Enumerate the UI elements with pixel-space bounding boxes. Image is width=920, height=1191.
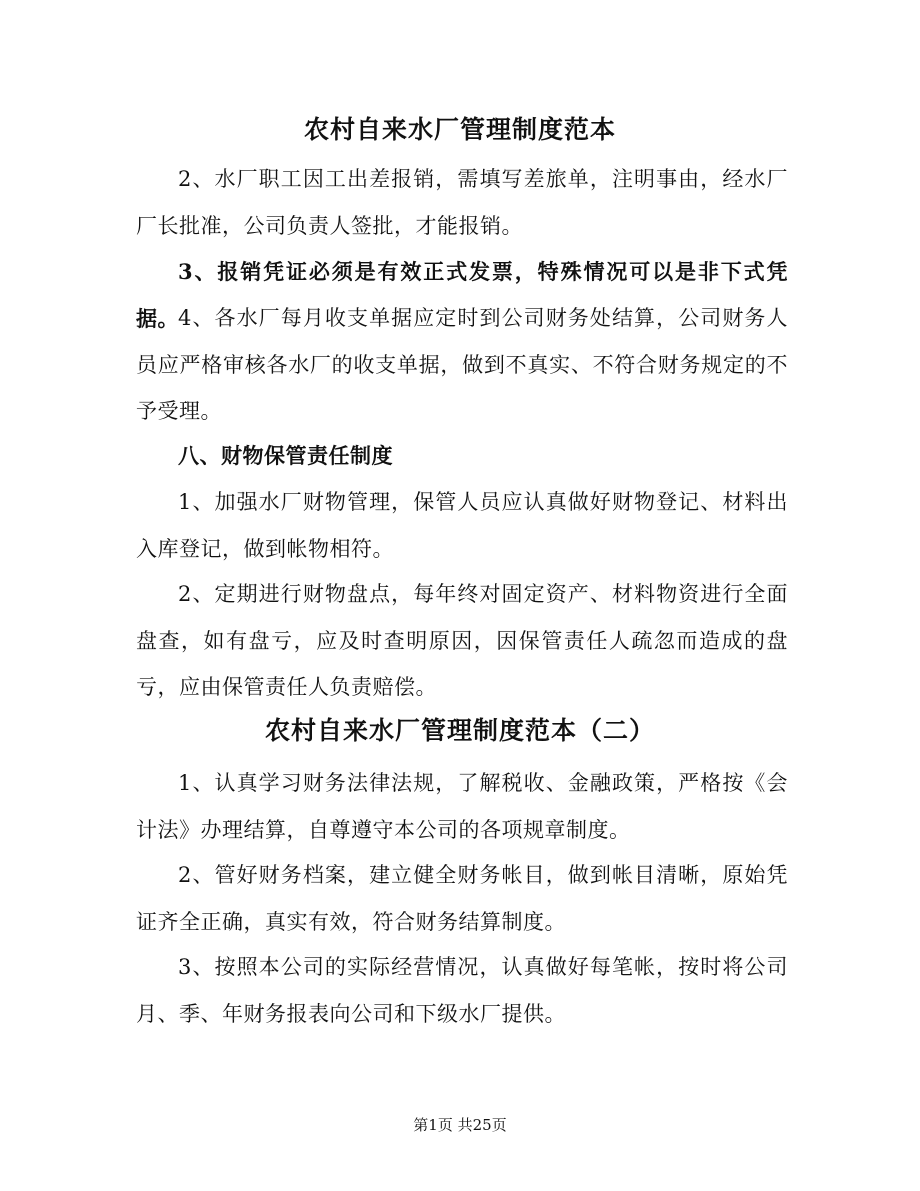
section2-paragraph-2: 2、管好财务档案，建立健全财务帐目，做到帐目清晰，原始凭证齐全正确，真实有效，符合财务结算制度。 xyxy=(136,863,788,934)
section1-paragraph-5: 2、定期进行财物盘点，每年终对固定资产、材料物资进行全面盘查，如有盘亏，应及时查明原因，因保管责任人疏忽而造成的盘亏，应由保管责任人负责赔偿。 xyxy=(136,582,788,699)
section1-paragraph-4: 1、加强水厂财物管理，保管人员应认真做好财物登记、材料出入库登记，做到帐物相符。 xyxy=(136,490,788,561)
section1-heading-8: 八、财物保管责任制度 xyxy=(178,443,393,468)
section2-paragraph-3: 3、按照本公司的实际经营情况，认真做好每笔帐，按时将公司月、季、年财务报表向公司和下级水厂提供。 xyxy=(136,955,788,1026)
section2-title: 农村自来水厂管理制度范本（二） xyxy=(264,716,655,745)
page-number: 第1页 共25页 xyxy=(413,1116,507,1134)
section1-title: 农村自来水厂管理制度范本 xyxy=(303,115,616,144)
section1-paragraph-1: 2、水厂职工因工出差报销，需填写差旅单，注明事由，经水厂厂长批准，公司负责人签批，才能报销。 xyxy=(136,167,788,238)
section1-paragraph-2: 3、报销凭证必须是有效正式发票，特殊情况可以是非下式凭据。 xyxy=(136,259,788,331)
section1-paragraph-3: 4、各水厂每月收支单据应定时到公司财务处结算，公司财务人员应严格审核各水厂的收支单据，做到不真实、不符合财务规定的不予受理。 xyxy=(136,306,788,423)
section2-paragraph-1: 1、认真学习财务法律法规，了解税收、金融政策，严格按《会计法》办理结算，自尊遵守本公司的各项规章制度。 xyxy=(136,771,788,842)
